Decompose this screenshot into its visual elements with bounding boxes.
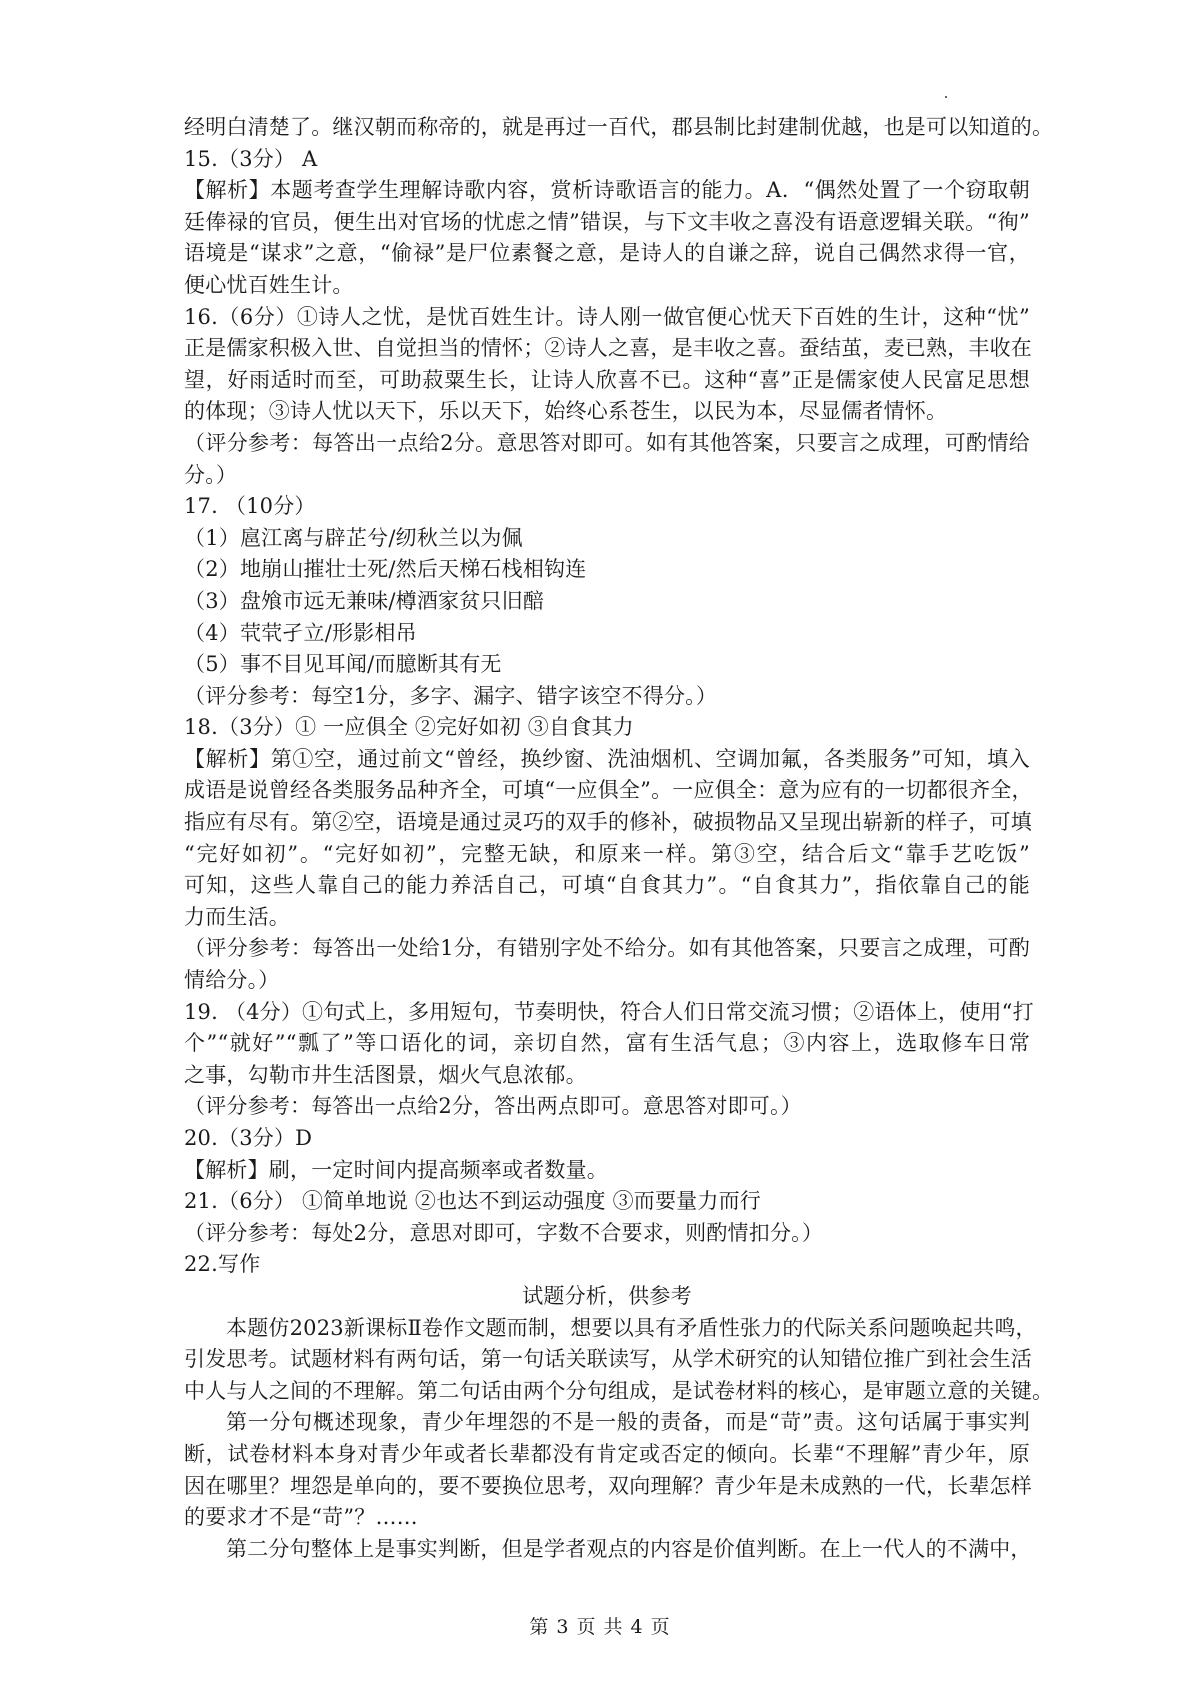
- text-line: “完好如初”。“完好如初”，完整无缺，和原来一样。第③空，结合后文“靠手艺吃饭”: [184, 841, 1030, 866]
- text-line: 【解析】刷，一定时间内提高频率或者数量。: [184, 1157, 608, 1182]
- text-line: 语境是“谋求”之意，“偷禄”是尸位素餐之意，是诗人的自谦之辞，说自己偶然求得一官，: [184, 241, 1030, 266]
- text-line: 【解析】本题考查学生理解诗歌内容，赏析诗歌语言的能力。A．“偶然处置了一个窃取朝: [184, 178, 1030, 203]
- text-line: 力而生活。: [184, 904, 290, 929]
- text-line: （3）盘飧市远无兼味/樽酒家贫只旧醅: [184, 588, 545, 613]
- text-line: 便心忧百姓生计。: [184, 272, 354, 297]
- text-line: 22.写作: [184, 1252, 261, 1277]
- text-line: 21.（6分） ①简单地说 ②也达不到运动强度 ③而要量力而行: [184, 1189, 761, 1214]
- text-line: 廷俸禄的官员，便生出对官场的忧虑之情”错误，与下文丰收之喜没有语意逻辑关联。“徇”: [184, 209, 1030, 234]
- text-line: （4）茕茕孑立/形影相吊: [184, 620, 417, 645]
- text-line: 【解析】第①空，通过前文“曾经，换纱窗、洗油烟机、空调加氟，各类服务”可知，填入: [184, 746, 1030, 771]
- text-line: 分。）: [184, 462, 238, 487]
- text-line: 本题仿2023新课标Ⅱ卷作文题而制，想要以具有矛盾性张力的代际关系问题唤起共鸣，: [226, 1315, 1037, 1340]
- text-line: 第二分句整体上是事实判断，但是学者观点的内容是价值判断。在上一代人的不满中，: [226, 1536, 1032, 1561]
- text-line: 的要求才不是“苛”？……: [184, 1505, 418, 1530]
- text-line: （1）扈江离与辟芷兮/纫秋兰以为佩: [184, 525, 523, 550]
- page-number-footer: 第 3 页 共 4 页: [529, 1616, 671, 1638]
- document-body: [184, 112, 1054, 1565]
- text-line: 19. （4分）①句式上，多用短句，节奏明快，符合人们日常交流习惯；②语体上，使用“打: [184, 999, 1034, 1024]
- text-line: 成语是说曾经各类服务品种齐全，可填“一应俱全”。一应俱全：意为应有的一切都很齐全，: [184, 778, 1033, 803]
- text-line: 情给分。）: [184, 968, 280, 993]
- text-line: 17. （10分）: [184, 494, 316, 519]
- text-line: （评分参考：每答出一点给2分。意思答对即可。如有其他答案，只要言之成理，可酌情给: [184, 430, 1030, 455]
- text-line: 的体现；③诗人忧以天下，乐以天下，始终心系苍生，以民为本，尽显儒者情怀。: [184, 399, 948, 424]
- text-line: 引发思考。试题材料有两句话，第一句话关联读写，从学术研究的认知错位推广到社会生活: [184, 1347, 1032, 1372]
- text-line: 可知，这些人靠自己的能力养活自己，可填“自食其力”。“自食其力”，指依靠自己的能: [184, 873, 1030, 898]
- text-line: 15.（3分） A: [184, 146, 318, 171]
- text-line: （2）地崩山摧壮士死/然后天梯石栈相钩连: [184, 557, 587, 582]
- text-line: 经明白清楚了。继汉朝而称帝的，就是再过一百代，郡县制比封建制优越，也是可以知道的。: [184, 115, 1054, 139]
- text-line: （评分参考：每空1分，多字、漏字、错字该空不得分。）: [184, 683, 718, 708]
- text-line: （评分参考：每处2分，意思对即可，字数不合要求，则酌情扣分。）: [184, 1220, 824, 1245]
- text-line: 个”“就好”“瓢了”等口语化的词，亲切自然，富有生活气息；③内容上，选取修车日常: [184, 1031, 1030, 1056]
- text-line: 望，好雨适时而至，可助菽粟生长，让诗人欣喜不已。这种“喜”正是儒家使人民富足思想: [184, 367, 1030, 392]
- text-line: 16.（6分）①诗人之忧，是忧百姓生计。诗人刚一做官便心忧天下百姓的生计，这种“忧”: [184, 304, 1030, 329]
- text-line: 指应有尽有。第②空，语境是通过灵巧的双手的修补，破损物品又呈现出崭新的样子，可填: [184, 810, 1032, 835]
- section-heading: 试题分析，供参考: [522, 1283, 692, 1308]
- text-line: （评分参考：每答出一点给2分，答出两点即可。意思答对即可。）: [184, 1094, 802, 1119]
- text-line: 正是儒家积极入世、自觉担当的情怀；②诗人之喜，是丰收之喜。蚕结茧，麦已熟，丰收在: [184, 336, 1032, 361]
- text-line: （5）事不目见耳闻/而臆断其有无: [184, 652, 502, 677]
- text-line: 因在哪里？埋怨是单向的，要不要换位思考，双向理解？青少年是未成熟的一代，长辈怎样: [184, 1473, 1032, 1498]
- text-line: 第一分句概述现象，青少年埋怨的不是一般的责备，而是“苛”责。这句话属于事实判: [226, 1410, 1030, 1435]
- text-line: （评分参考：每答出一处给1分，有错别字处不给分。如有其他答案，只要言之成理，可酌: [184, 936, 1030, 961]
- text-line: 中人与人之间的不理解。第二句话由两个分句组成，是试卷材料的核心，是审题立意的关键。: [184, 1378, 1054, 1403]
- text-line: 20.（3分）D: [184, 1126, 313, 1150]
- scan-speck: [945, 96, 947, 98]
- text-line: 断，试卷材料本身对青少年或者长辈都没有肯定或否定的倾向。长辈“不理解”青少年，原: [184, 1441, 1030, 1466]
- text-line: 18.（3分）① 一应俱全 ②完好如初 ③自食其力: [184, 715, 634, 740]
- text-line: 之事，勾勒市井生活图景，烟火气息浓郁。: [184, 1062, 587, 1087]
